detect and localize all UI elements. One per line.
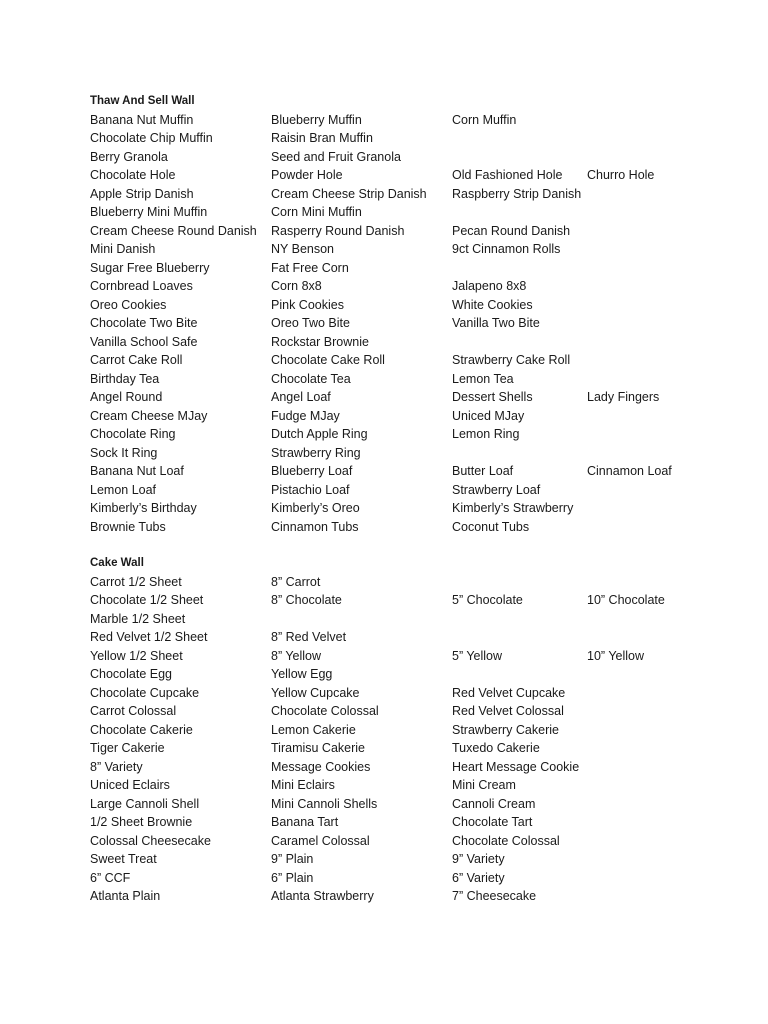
list-row	[90, 425, 750, 444]
list-item: Cinnamon Loaf	[587, 464, 672, 478]
list-item: Blueberry Muffin	[271, 112, 362, 127]
list-item: Strawberry Cake Roll	[452, 353, 571, 367]
list-item: Banana Tart	[271, 815, 339, 829]
list-item: 8” Variety	[90, 759, 143, 774]
list-item: Lemon Cakerie	[271, 722, 356, 737]
list-item: 8” Carrot	[271, 574, 321, 589]
list-row	[90, 591, 750, 610]
list-row	[90, 129, 750, 148]
list-item: Mini Danish	[90, 242, 156, 256]
list-item: Powder Hole	[271, 168, 343, 182]
list-item: Sock It Ring	[90, 445, 158, 460]
list-item: Cinnamon Tubs	[271, 519, 359, 534]
list-item: Angel Loaf	[271, 390, 331, 404]
list-item: Lemon Tea	[452, 371, 514, 386]
list-item: Fudge MJay	[271, 408, 340, 423]
list-item: Raisin Bran Muffin	[271, 131, 373, 145]
section	[90, 92, 750, 536]
list-item: Rockstar Brownie	[271, 334, 369, 349]
list-row	[90, 444, 750, 463]
list-row	[90, 887, 750, 906]
list-item: 6” Plain	[271, 870, 314, 885]
list-item: Dutch Apple Ring	[271, 427, 368, 441]
list-item: Raspberry Strip Danish	[452, 186, 582, 201]
list-item: Yellow 1/2 Sheet	[90, 648, 183, 663]
list-row	[90, 111, 750, 130]
list-item: Colossal Cheesecake	[90, 833, 211, 848]
list-item: Pink Cookies	[271, 297, 344, 312]
document-page	[90, 92, 750, 924]
list-row	[90, 333, 750, 352]
list-item: 10” Yellow	[587, 648, 644, 663]
list-item: Caramel Colossal	[271, 833, 370, 848]
list-item: NY Benson	[271, 242, 335, 256]
list-item: Blueberry Mini Muffin	[90, 205, 208, 219]
list-row	[90, 499, 750, 518]
list-item: White Cookies	[452, 297, 533, 312]
list-item: Apple Strip Danish	[90, 186, 194, 201]
list-row	[90, 776, 750, 795]
list-item: Sweet Treat	[90, 852, 157, 866]
list-item: 9” Plain	[271, 852, 314, 866]
list-row	[90, 518, 750, 537]
list-item: Brownie Tubs	[90, 519, 166, 534]
list-item: Berry Granola	[90, 149, 168, 164]
list-item: Kimberly’s Oreo	[271, 501, 360, 515]
list-item: Sugar Free Blueberry	[90, 260, 210, 275]
list-item: Corn Mini Muffin	[271, 205, 362, 219]
list-item: 8” Red Velvet	[271, 630, 347, 644]
list-item: Cornbread Loaves	[90, 279, 193, 293]
list-item: Seed and Fruit Granola	[271, 149, 401, 164]
list-item: Lemon Ring	[452, 427, 520, 441]
list-item: Chocolate Hole	[90, 168, 176, 182]
list-row	[90, 277, 750, 296]
list-item: Chocolate Ring	[90, 427, 176, 441]
list-row	[90, 203, 750, 222]
list-item: Large Cannoli Shell	[90, 796, 200, 811]
list-item: Atlanta Strawberry	[271, 889, 374, 903]
list-item: Atlanta Plain	[90, 889, 161, 903]
list-item: Vanilla Two Bite	[452, 316, 540, 330]
list-item: Chocolate Colossal	[271, 704, 379, 718]
list-item: Tuxedo Cakerie	[452, 741, 540, 755]
list-item: Dessert Shells	[452, 390, 533, 404]
list-row	[90, 850, 750, 869]
list-item: Chocolate Cake Roll	[271, 353, 385, 367]
list-item: Marble 1/2 Sheet	[90, 611, 186, 626]
list-row	[90, 813, 750, 832]
list-item: Old Fashioned Hole	[452, 168, 563, 182]
list-item: Uniced MJay	[452, 408, 525, 423]
list-row	[90, 832, 750, 851]
list-item: Fat Free Corn	[271, 260, 349, 275]
list-item: Oreo Cookies	[90, 297, 167, 312]
list-item: Chocolate Egg	[90, 667, 173, 681]
list-row	[90, 185, 750, 204]
list-row	[90, 407, 750, 426]
list-item: Banana Nut Loaf	[90, 464, 184, 478]
list-item: Chocolate Cupcake	[90, 685, 200, 700]
list-item: Birthday Tea	[90, 371, 160, 386]
list-row	[90, 628, 750, 647]
list-item: Carrot Cake Roll	[90, 353, 183, 367]
list-item: Kimberly’s Strawberry	[452, 501, 574, 515]
list-item: Mini Cannoli Shells	[271, 796, 378, 811]
list-item: 8” Chocolate	[271, 593, 342, 607]
list-item: Uniced Eclairs	[90, 778, 170, 792]
list-item: Kimberly’s Birthday	[90, 501, 197, 515]
list-item: Chocolate Chip Muffin	[90, 131, 213, 145]
list-row	[90, 388, 750, 407]
list-item: Tiramisu Cakerie	[271, 741, 366, 755]
list-row	[90, 296, 750, 315]
list-item: 6” CCF	[90, 870, 131, 885]
list-item: Vanilla School Safe	[90, 334, 198, 349]
list-row	[90, 314, 750, 333]
list-item: Rasperry Round Danish	[271, 223, 405, 238]
list-item: Lady Fingers	[587, 390, 660, 404]
list-row	[90, 148, 750, 167]
list-item: Tiger Cakerie	[90, 741, 165, 755]
list-item: Blueberry Loaf	[271, 464, 353, 478]
section	[90, 554, 750, 906]
list-item: Oreo Two Bite	[271, 316, 350, 330]
list-item: Corn Muffin	[452, 112, 517, 127]
list-row	[90, 739, 750, 758]
list-row	[90, 869, 750, 888]
list-item: Carrot Colossal	[90, 704, 177, 718]
list-item: Coconut Tubs	[452, 519, 530, 534]
list-row	[90, 702, 750, 721]
list-row	[90, 462, 750, 481]
list-row	[90, 684, 750, 703]
list-item: Chocolate Colossal	[452, 833, 560, 848]
list-item: 9” Variety	[452, 852, 505, 866]
list-row	[90, 351, 750, 370]
list-item: Cream Cheese MJay	[90, 408, 208, 423]
list-row	[90, 240, 750, 259]
list-row	[90, 370, 750, 389]
list-item: Chocolate Cakerie	[90, 722, 193, 737]
list-item: Heart Message Cookie	[452, 759, 580, 774]
list-item: Churro Hole	[587, 168, 655, 182]
list-item: Butter Loaf	[452, 464, 514, 478]
list-item: 1/2 Sheet Brownie	[90, 815, 193, 829]
list-item: Mini Eclairs	[271, 778, 335, 792]
list-row	[90, 259, 750, 278]
list-item: Carrot 1/2 Sheet	[90, 574, 182, 589]
list-item: Yellow Cupcake	[271, 685, 360, 700]
list-item: Banana Nut Muffin	[90, 112, 194, 127]
list-item: 7” Cheesecake	[452, 889, 537, 903]
list-item: Corn 8x8	[271, 279, 322, 293]
list-item: Strawberry Ring	[271, 445, 361, 460]
list-item: Strawberry Loaf	[452, 482, 541, 497]
list-item: 6” Variety	[452, 870, 505, 885]
list-item: Angel Round	[90, 390, 163, 404]
section-title: Thaw And Sell Wall	[90, 95, 195, 107]
list-item: Jalapeno 8x8	[452, 279, 527, 293]
list-row	[90, 721, 750, 740]
list-row	[90, 573, 750, 592]
list-row	[90, 758, 750, 777]
list-item: 10” Chocolate	[587, 593, 665, 607]
list-item: Message Cookies	[271, 759, 371, 774]
section-title: Cake Wall	[90, 557, 144, 569]
list-row	[90, 665, 750, 684]
list-item: Strawberry Cakerie	[452, 722, 559, 737]
list-item: Pecan Round Danish	[452, 223, 571, 238]
list-item: 8” Yellow	[271, 648, 322, 663]
list-row	[90, 795, 750, 814]
list-row	[90, 166, 750, 185]
list-item: Pistachio Loaf	[271, 482, 350, 497]
list-item: Mini Cream	[452, 778, 516, 792]
list-item: Cream Cheese Round Danish	[90, 223, 257, 238]
list-item: Chocolate 1/2 Sheet	[90, 593, 204, 607]
list-item: 9ct Cinnamon Rolls	[452, 242, 561, 256]
list-row	[90, 481, 750, 500]
list-item: Red Velvet Colossal	[452, 704, 564, 718]
list-item: Yellow Egg	[271, 667, 333, 681]
list-item: Cannoli Cream	[452, 796, 536, 811]
list-row	[90, 222, 750, 241]
list-item: Red Velvet Cupcake	[452, 685, 566, 700]
list-item: Chocolate Two Bite	[90, 316, 198, 330]
list-row	[90, 647, 750, 666]
list-item: 5” Chocolate	[452, 593, 523, 607]
list-item: Lemon Loaf	[90, 482, 157, 497]
list-item: Chocolate Tea	[271, 371, 351, 386]
list-item: Chocolate Tart	[452, 815, 533, 829]
list-item: Cream Cheese Strip Danish	[271, 186, 427, 201]
list-item: 5” Yellow	[452, 648, 503, 663]
list-item: Red Velvet 1/2 Sheet	[90, 630, 208, 644]
list-row	[90, 610, 750, 629]
